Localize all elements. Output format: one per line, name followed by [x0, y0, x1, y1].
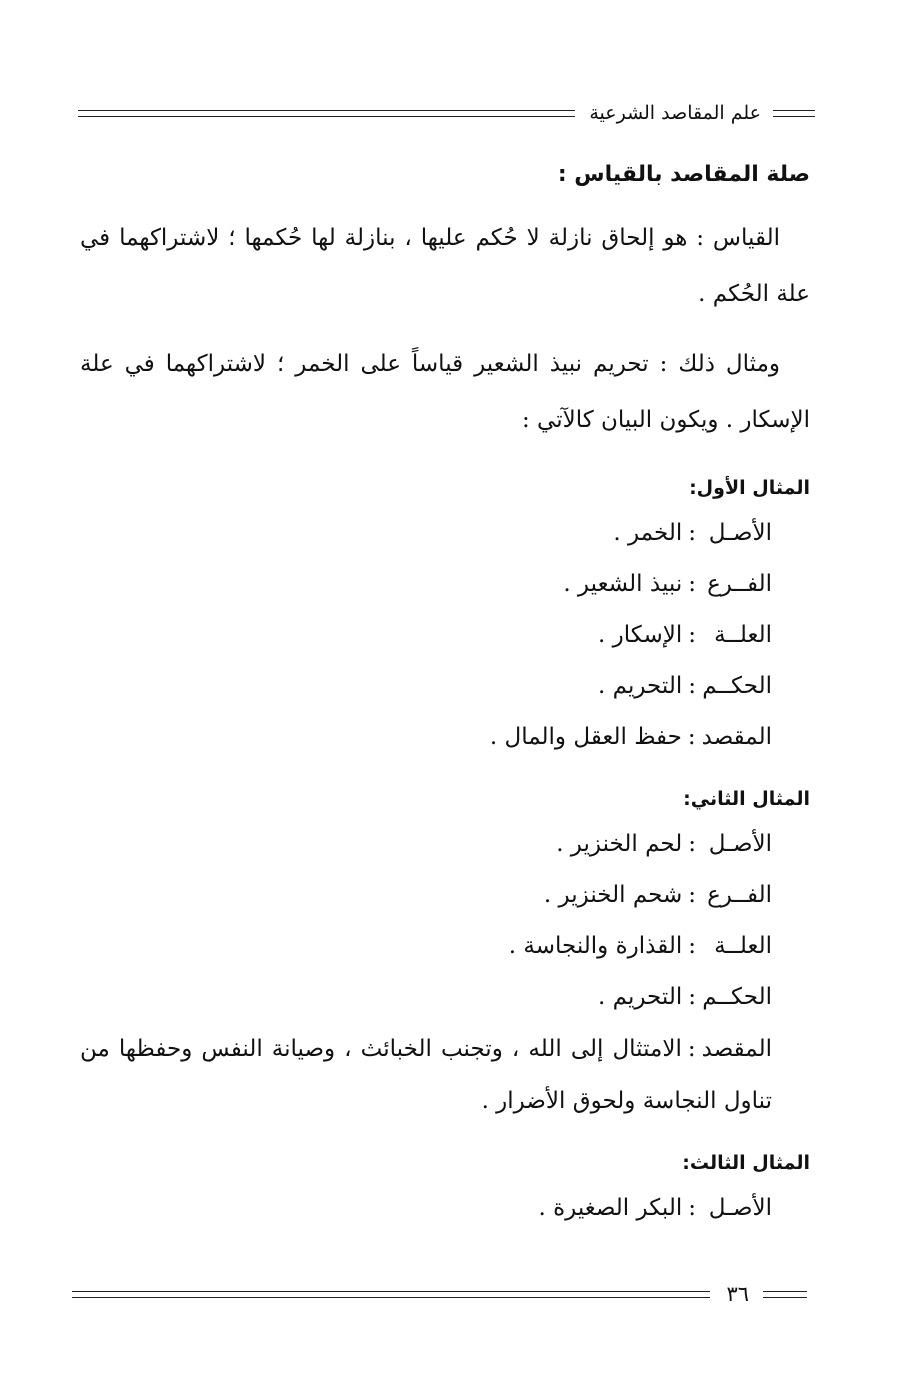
row-value: لحم الخنزير .: [556, 831, 683, 857]
row-value: حفظ العقل والمال .: [489, 724, 682, 750]
example-2-row-cause: العلــة:القذارة والنجاسة .: [80, 921, 772, 972]
row-label: الأصـل: [708, 831, 772, 857]
example-1-row-ruling: الحكــم:التحريم .: [80, 661, 772, 712]
page-body: [80, 152, 810, 1234]
running-header: [78, 98, 815, 128]
example-1-title: المثال الأول:: [689, 477, 810, 499]
row-label: العلــة: [714, 933, 772, 959]
example-1-row-objective: المقصد:حفظ العقل والمال .: [80, 712, 772, 763]
example-1-row-branch: الفــرع:نبيذ الشعير .: [80, 559, 772, 610]
example-3-row-origin: الأصـل:البكر الصغيرة .: [80, 1183, 772, 1234]
row-value: البكر الصغيرة .: [538, 1195, 683, 1221]
row-label: الحكــم: [702, 673, 772, 699]
definition-paragraph: القياس : هو إلحاق نازلة لا حُكم عليها ، بنازلة لها حُكمها ؛ لاشتراكهما في علة الحُكم .: [80, 225, 810, 307]
example-1-list: [80, 508, 810, 763]
footer-rule-long: [72, 1291, 710, 1298]
row-value: شحم الخنزير .: [543, 882, 683, 908]
row-value: الامتثال إلى الله ، وتجنب الخبائث ، وصيانة النفس وحفظها من تناول النجاسة ولحوق الأضرار .: [80, 1036, 772, 1114]
row-label: المقصد: [701, 1036, 772, 1062]
example-1-row-origin: الأصـل:الخمر .: [80, 508, 772, 559]
example-2-row-ruling: الحكــم:التحريم .: [80, 972, 772, 1023]
example-1-row-cause: العلــة:الإسكار .: [80, 610, 772, 661]
row-value: نبيذ الشعير .: [563, 571, 683, 597]
example-2-row-branch: الفــرع:شحم الخنزير .: [80, 870, 772, 921]
example-2-title: المثال الثاني:: [683, 788, 810, 810]
running-title: علم المقاصد الشرعية: [589, 102, 761, 124]
example-2-row-origin: الأصـل:لحم الخنزير .: [80, 819, 772, 870]
row-label: الأصـل: [708, 1195, 772, 1221]
page-number: ٣٦: [726, 1282, 749, 1306]
page-footer: [72, 1280, 807, 1308]
row-label: الأصـل: [708, 520, 772, 546]
example-2-list: [80, 819, 810, 1127]
example-3-list: [80, 1183, 810, 1234]
row-value: الخمر .: [613, 520, 683, 546]
row-value: التحريم .: [598, 984, 683, 1010]
row-value: الإسكار .: [598, 622, 683, 648]
example-2-row-objective: المقصد:الامتثال إلى الله ، وتجنب الخبائث ، وصيانة النفس وحفظها من تناول النجاسة ولحوق الأضرار .: [80, 1023, 810, 1127]
row-label: الفــرع: [707, 571, 772, 597]
row-label: الحكــم: [702, 984, 772, 1010]
row-value: القذارة والنجاسة .: [508, 933, 683, 959]
footer-rule-short: [763, 1291, 807, 1298]
row-label: العلــة: [714, 622, 772, 648]
example-intro-paragraph: ومثال ذلك : تحريم نبيذ الشعير قياساً على الخمر ؛ لاشتراكهما في علة الإسكار . ويكون البيان كالآتي :: [80, 351, 810, 433]
header-rule-long: [78, 110, 575, 117]
example-3-title: المثال الثالث:: [682, 1152, 810, 1174]
section-heading: صلة المقاصد بالقياس :: [557, 162, 810, 187]
header-rule-short: [773, 110, 815, 117]
row-label: المقصد: [701, 724, 772, 750]
row-value: التحريم .: [598, 673, 683, 699]
row-label: الفــرع: [707, 882, 772, 908]
